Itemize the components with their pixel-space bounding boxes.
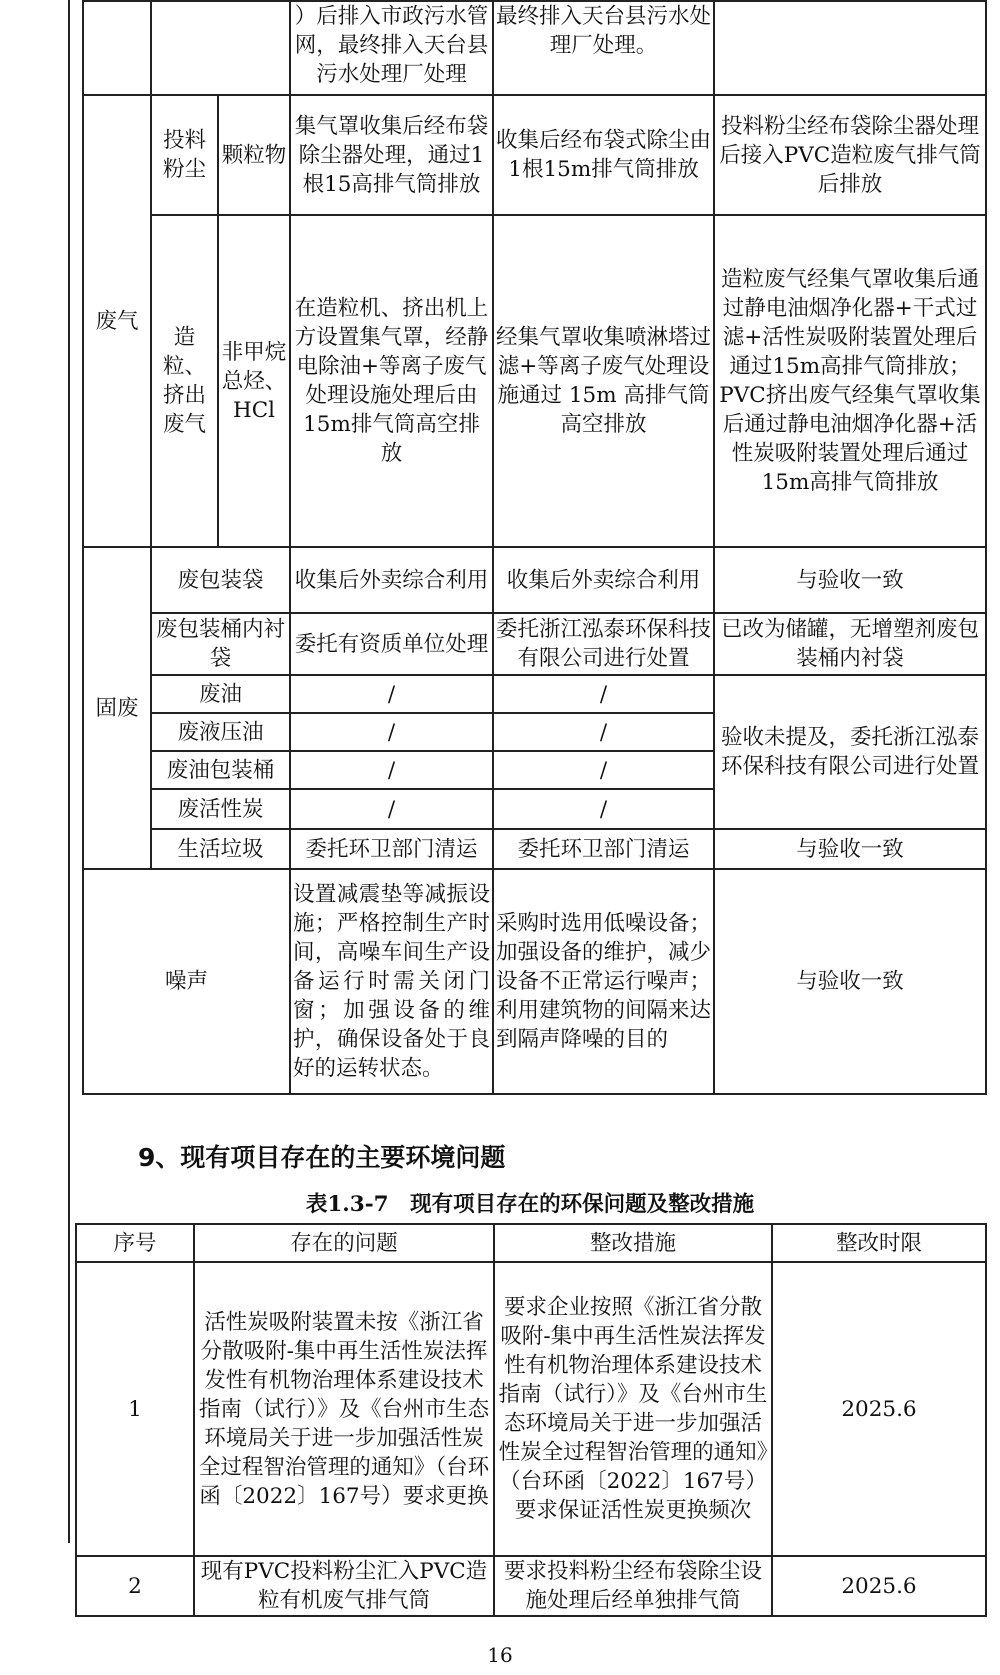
environmental-issues-table [75, 1223, 987, 1617]
source-cell: 投料粉尘 [151, 95, 218, 215]
cell-text: / [493, 675, 714, 713]
cell-text: 造粒废气经集气罩收集后通过静电油烟净化器+干式过滤+活性炭吸附装置处理后通过15m高排气筒排放；PVC挤出废气经集气罩收集后通过静电油烟净化器+活性炭吸附装置处理后通过15m高排气筒排放 [714, 215, 986, 547]
table-row [76, 1262, 986, 1556]
table-row [83, 675, 986, 713]
section-heading: 9、现有项目存在的主要环境问题 [138, 1143, 506, 1172]
waste-name: 生活垃圾 [151, 829, 290, 869]
table-row [76, 1556, 986, 1616]
deadline-cell: 2025.6 [772, 1262, 986, 1556]
cell-text [714, 1, 986, 95]
cell-text: 收集后经布袋式除尘由1根15m排气筒排放 [493, 95, 714, 215]
cell-text: 经集气罩收集喷淋塔过滤+等离子废气处理设施通过 15m 高排气筒高空排放 [493, 215, 714, 547]
table-row [83, 215, 986, 547]
waste-name: 废油包装桶 [151, 751, 290, 789]
cell-text: 与验收一致 [714, 869, 986, 1094]
cell-text: 已改为储罐，无增塑剂废包装桶内衬袋 [714, 613, 986, 675]
column-header: 存在的问题 [194, 1224, 494, 1262]
row-number: 1 [76, 1262, 194, 1556]
category-cell: 噪声 [83, 869, 290, 1094]
cell-text: 设置减震垫等减振设施；严格控制生产时间，高噪车间生产设备运行时需关闭门窗；加强设备的维护，确保设备处于良好的运转状态。 [290, 869, 493, 1094]
column-header: 整改措施 [494, 1224, 772, 1262]
cell-text: / [290, 713, 493, 751]
cell-text: 最终排入天台县污水处理厂处理。 [493, 1, 714, 95]
pollutant-cell: 非甲烷总烃、HCl [218, 215, 290, 547]
cell-text: 在造粒机、挤出机上方设置集气罩，经静电除油+等离子废气处理设施处理后由15m排气筒高空排放 [290, 215, 493, 547]
problem-cell: 活性炭吸附装置未按《浙江省分散吸附-集中再生活性炭法挥发性有机物治理体系建设技术指南（试行）》及《台州市生态环境局关于进一步加强活性炭全过程智治管理的通知》（台环函〔2022〕167号）要求更换 [194, 1262, 494, 1556]
cell-text: 集气罩收集后经布袋除尘器处理，通过1根15高排气筒排放 [290, 95, 493, 215]
cell-text: 委托有资质单位处理 [290, 613, 493, 675]
cell-text: 验收未提及，委托浙江泓泰环保科技有限公司进行处置 [714, 675, 986, 829]
table-row [83, 869, 986, 1094]
category-cell: 废气 [83, 95, 151, 547]
cell-text: 采购时选用低噪设备；加强设备的维护，减少设备不正常运行噪声；利用建筑物的间隔来达到隔声降噪的目的 [493, 869, 714, 1094]
waste-name: 废液压油 [151, 713, 290, 751]
cell-text: / [290, 751, 493, 789]
cell-text: 委托环卫部门清运 [493, 829, 714, 869]
waste-name: 废油 [151, 675, 290, 713]
cell-text: 委托浙江泓泰环保科技有限公司进行处置 [493, 613, 714, 675]
cell-text: / [290, 675, 493, 713]
source-cell: 造粒、挤出废气 [151, 215, 218, 547]
measure-cell: 要求企业按照《浙江省分散吸附-集中再生活性炭法挥发性有机物治理体系建设技术指南（试行）》及《台州市生态环境局关于进一步加强活性炭全过程智治管理的通知》（台环函〔2022〕167号）要求保证活性炭更换频次 [494, 1262, 772, 1556]
measure-cell: 要求投料粉尘经布袋除尘设施处理后经单独排气筒 [494, 1556, 772, 1616]
row-number: 2 [76, 1556, 194, 1616]
cell-text: / [493, 751, 714, 789]
table-row [83, 829, 986, 869]
waste-name: 废包装桶内衬袋 [151, 613, 290, 675]
cell-text: 与验收一致 [714, 829, 986, 869]
cell-text: / [493, 713, 714, 751]
waste-name: 废包装袋 [151, 547, 290, 613]
category-cell: 固废 [83, 547, 151, 869]
table-row [83, 547, 986, 613]
left-margin-line [68, 0, 70, 1543]
cell-text: 收集后外卖综合利用 [493, 547, 714, 613]
cell-text: / [493, 789, 714, 829]
table-row [83, 95, 986, 215]
column-header: 序号 [76, 1224, 194, 1262]
pollutant-cell: 颗粒物 [218, 95, 290, 215]
table-row [83, 1, 986, 95]
page-number: 16 [487, 1643, 513, 1667]
cell-text: 与验收一致 [714, 547, 986, 613]
cell-text: 收集后外卖综合利用 [290, 547, 493, 613]
cell-text: ）后排入市政污水管网，最终排入天台县污水处理厂处理 [290, 1, 493, 95]
table-caption: 表1.3-7 现有项目存在的环保问题及整改措施 [305, 1192, 755, 1217]
column-header: 整改时限 [772, 1224, 986, 1262]
problem-cell: 现有PVC投料粉尘汇入PVC造粒有机废气排气筒 [194, 1556, 494, 1616]
waste-name: 废活性炭 [151, 789, 290, 829]
cell-text: 委托环卫部门清运 [290, 829, 493, 869]
table-row [83, 613, 986, 675]
pollution-measures-table [82, 0, 987, 1095]
cell-text: 投料粉尘经布袋除尘器处理后接入PVC造粒废气排气筒后排放 [714, 95, 986, 215]
cell-text: / [290, 789, 493, 829]
deadline-cell: 2025.6 [772, 1556, 986, 1616]
table-header-row [76, 1224, 986, 1262]
